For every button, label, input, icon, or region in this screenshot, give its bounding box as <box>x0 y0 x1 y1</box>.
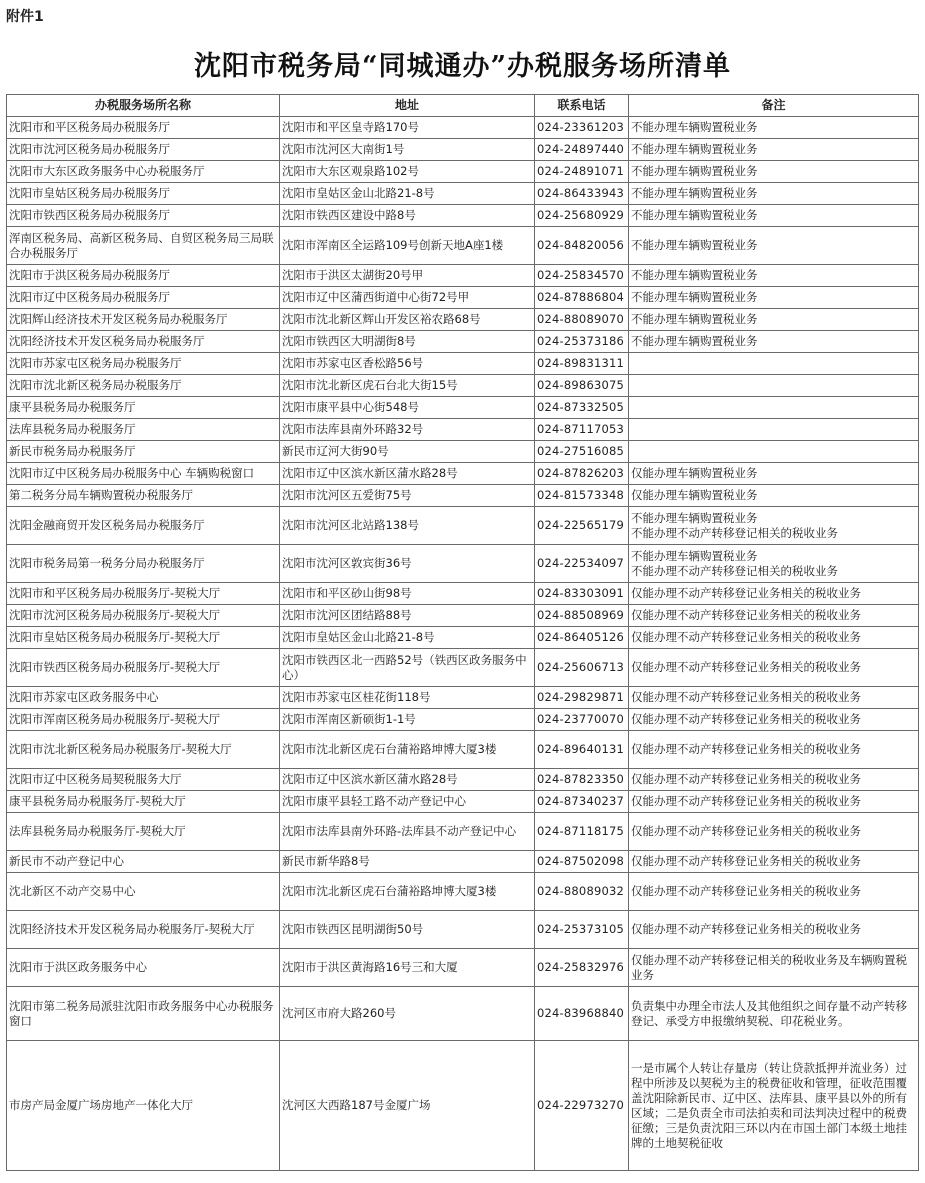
cell-phone: 024-89831311 <box>535 353 629 375</box>
cell-name: 沈阳金融商贸开发区税务局办税服务厅 <box>7 507 280 545</box>
table-row <box>7 139 919 161</box>
cell-phone: 024-23361203 <box>535 117 629 139</box>
cell-name: 沈阳市沈北新区税务局办税服务厅 <box>7 375 280 397</box>
cell-address: 沈阳市大东区观泉路102号 <box>280 161 535 183</box>
cell-note: 仅能办理不动产转移登记业务相关的税收业务 <box>629 687 919 709</box>
cell-note <box>629 419 919 441</box>
cell-name: 沈阳市浑南区税务局办税服务厅-契税大厅 <box>7 709 280 731</box>
cell-name: 沈阳市于洪区税务局办税服务厅 <box>7 265 280 287</box>
cell-address: 沈阳市于洪区黄海路16号三和大厦 <box>280 949 535 987</box>
cell-name: 沈阳市沈河区税务局办税服务厅 <box>7 139 280 161</box>
cell-note: 不能办理车辆购置税业务 <box>629 309 919 331</box>
cell-note: 仅能办理不动产转移登记业务相关的税收业务 <box>629 709 919 731</box>
cell-note <box>629 441 919 463</box>
cell-name: 沈阳经济技术开发区税务局办税服务厅 <box>7 331 280 353</box>
cell-note: 不能办理车辆购置税业务 <box>629 205 919 227</box>
cell-phone: 024-87826203 <box>535 463 629 485</box>
cell-address: 沈阳市辽中区滨水新区蒲水路28号 <box>280 769 535 791</box>
cell-address: 沈阳市沈河区北站路138号 <box>280 507 535 545</box>
cell-name: 第二税务分局车辆购置税办税服务厅 <box>7 485 280 507</box>
table-row <box>7 397 919 419</box>
column-header-name: 办税服务场所名称 <box>7 95 280 117</box>
cell-note: 不能办理车辆购置税业务 不能办理不动产转移登记相关的税收业务 <box>629 507 919 545</box>
table-row <box>7 375 919 397</box>
cell-phone: 024-87502098 <box>535 851 629 873</box>
cell-address: 沈阳市辽中区滨水新区蒲水路28号 <box>280 463 535 485</box>
table-row <box>7 987 919 1041</box>
table-row <box>7 687 919 709</box>
table-row <box>7 463 919 485</box>
column-header-phone: 联系电话 <box>535 95 629 117</box>
cell-phone: 024-27516085 <box>535 441 629 463</box>
cell-name: 沈阳市苏家屯区税务局办税服务厅 <box>7 353 280 375</box>
table-row <box>7 265 919 287</box>
table-row <box>7 485 919 507</box>
table-row <box>7 813 919 851</box>
table-row <box>7 605 919 627</box>
cell-phone: 024-86405126 <box>535 627 629 649</box>
table-row <box>7 309 919 331</box>
table-row <box>7 161 919 183</box>
cell-phone: 024-88508969 <box>535 605 629 627</box>
cell-phone: 024-89863075 <box>535 375 629 397</box>
cell-note: 不能办理车辆购置税业务 <box>629 227 919 265</box>
cell-name: 沈阳市和平区税务局办税服务厅-契税大厅 <box>7 583 280 605</box>
cell-phone: 024-84820056 <box>535 227 629 265</box>
cell-phone: 024-25680929 <box>535 205 629 227</box>
cell-address: 沈阳市铁西区北一西路52号（铁西区政务服务中心） <box>280 649 535 687</box>
column-header-note: 备注 <box>629 95 919 117</box>
attachment-label: 附件1 <box>6 9 44 25</box>
cell-name: 沈阳市皇姑区税务局办税服务厅-契税大厅 <box>7 627 280 649</box>
table-row <box>7 627 919 649</box>
table-row <box>7 583 919 605</box>
cell-note: 仅能办理不动产转移登记业务相关的税收业务 <box>629 911 919 949</box>
column-header-address: 地址 <box>280 95 535 117</box>
cell-address: 沈阳市铁西区建设中路8号 <box>280 205 535 227</box>
cell-address: 新民市辽河大街90号 <box>280 441 535 463</box>
cell-phone: 024-24897440 <box>535 139 629 161</box>
cell-note: 不能办理车辆购置税业务 <box>629 183 919 205</box>
cell-address: 沈阳市沈北新区虎石台蒲裕路坤博大厦3楼 <box>280 873 535 911</box>
cell-address: 沈河区市府大路260号 <box>280 987 535 1041</box>
cell-name: 沈北新区不动产交易中心 <box>7 873 280 911</box>
table-row <box>7 649 919 687</box>
cell-note: 仅能办理车辆购置税业务 <box>629 485 919 507</box>
table-row <box>7 731 919 769</box>
table-row <box>7 117 919 139</box>
table-row <box>7 183 919 205</box>
cell-phone: 024-87823350 <box>535 769 629 791</box>
cell-name: 沈阳市铁西区税务局办税服务厅 <box>7 205 280 227</box>
cell-phone: 024-86433943 <box>535 183 629 205</box>
cell-address: 沈阳市辽中区蒲西街道中心街72号甲 <box>280 287 535 309</box>
cell-address: 沈阳市浑南区新硕街1-1号 <box>280 709 535 731</box>
cell-address: 沈阳市沈北新区虎石台北大街15号 <box>280 375 535 397</box>
cell-note: 负责集中办理全市法人及其他组织之间存量不动产转移登记、承受方申报缴纳契税、印花税业务。 <box>629 987 919 1041</box>
cell-note: 仅能办理不动产转移登记业务相关的税收业务 <box>629 769 919 791</box>
table-row <box>7 205 919 227</box>
cell-name: 沈阳市辽中区税务局办税服务厅 <box>7 287 280 309</box>
cell-phone: 024-87117053 <box>535 419 629 441</box>
cell-note: 不能办理车辆购置税业务 <box>629 117 919 139</box>
cell-name: 新民市税务局办税服务厅 <box>7 441 280 463</box>
cell-address: 沈阳市于洪区太湖街20号甲 <box>280 265 535 287</box>
cell-name: 浑南区税务局、高新区税务局、自贸区税务局三局联合办税服务厅 <box>7 227 280 265</box>
cell-note: 仅能办理不动产转移登记业务相关的税收业务 <box>629 627 919 649</box>
cell-name: 沈阳市税务局第一税务分局办税服务厅 <box>7 545 280 583</box>
cell-address: 沈阳市皇姑区金山北路21-8号 <box>280 183 535 205</box>
table-header-row <box>7 95 919 117</box>
cell-note: 仅能办理不动产转移登记业务相关的税收业务 <box>629 873 919 911</box>
cell-note: 一是市属个人转让存量房（转让贷款抵押并流业务）过程中所涉及以契税为主的税费征收和管理，征收范围覆盖沈阳除新民市、辽中区、法库县、康平县以外的所有区域；二是负责全市司法拍卖和司法判决过程中的税费征缴；三是负责沈阳三环以内在市国土部门本级土地挂牌的土地契税征收 <box>629 1041 919 1171</box>
cell-phone: 024-24891071 <box>535 161 629 183</box>
table-row <box>7 709 919 731</box>
cell-note: 仅能办理不动产转移登记业务相关的税收业务 <box>629 649 919 687</box>
cell-address: 沈阳市沈北新区辉山开发区裕农路68号 <box>280 309 535 331</box>
cell-address: 沈阳市法库县南外环路32号 <box>280 419 535 441</box>
cell-name: 沈阳经济技术开发区税务局办税服务厅-契税大厅 <box>7 911 280 949</box>
cell-address: 沈阳市苏家屯区桂花街118号 <box>280 687 535 709</box>
cell-address: 沈阳市沈河区敦宾街36号 <box>280 545 535 583</box>
cell-address: 沈阳市铁西区昆明湖街50号 <box>280 911 535 949</box>
cell-phone: 024-89640131 <box>535 731 629 769</box>
table-row <box>7 227 919 265</box>
cell-name: 法库县税务局办税服务厅 <box>7 419 280 441</box>
cell-note: 不能办理车辆购置税业务 <box>629 287 919 309</box>
cell-name: 沈阳市于洪区政务服务中心 <box>7 949 280 987</box>
cell-name: 沈阳市皇姑区税务局办税服务厅 <box>7 183 280 205</box>
cell-phone: 024-25834570 <box>535 265 629 287</box>
cell-name: 沈阳市辽中区税务局办税服务中心 车辆购税窗口 <box>7 463 280 485</box>
cell-phone: 024-83968840 <box>535 987 629 1041</box>
cell-address: 沈阳市沈河区团结路88号 <box>280 605 535 627</box>
cell-name: 法库县税务局办税服务厅-契税大厅 <box>7 813 280 851</box>
cell-address: 沈阳市铁西区大明湖街8号 <box>280 331 535 353</box>
cell-note: 仅能办理车辆购置税业务 <box>629 463 919 485</box>
cell-address: 沈阳市浑南区全运路109号创新天地A座1楼 <box>280 227 535 265</box>
cell-note: 仅能办理不动产转移登记相关的税收业务及车辆购置税业务 <box>629 949 919 987</box>
page-title: 沈阳市税务局“同城通办”办税服务场所清单 <box>193 51 732 82</box>
cell-phone: 024-22973270 <box>535 1041 629 1171</box>
cell-address: 沈阳市康平县中心街548号 <box>280 397 535 419</box>
cell-name: 沈阳市大东区政务服务中心办税服务厅 <box>7 161 280 183</box>
cell-name: 康平县税务局办税服务厅-契税大厅 <box>7 791 280 813</box>
cell-name: 康平县税务局办税服务厅 <box>7 397 280 419</box>
cell-phone: 024-87332505 <box>535 397 629 419</box>
cell-note: 仅能办理不动产转移登记业务相关的税收业务 <box>629 813 919 851</box>
cell-address: 沈阳市沈北新区虎石台蒲裕路坤博大厦3楼 <box>280 731 535 769</box>
table-row <box>7 791 919 813</box>
cell-note: 仅能办理不动产转移登记业务相关的税收业务 <box>629 731 919 769</box>
cell-phone: 024-87340237 <box>535 791 629 813</box>
cell-phone: 024-25373105 <box>535 911 629 949</box>
cell-name: 沈阳市和平区税务局办税服务厅 <box>7 117 280 139</box>
table-row <box>7 507 919 545</box>
cell-address: 沈阳市皇姑区金山北路21-8号 <box>280 627 535 649</box>
cell-phone: 024-87886804 <box>535 287 629 309</box>
cell-note: 仅能办理不动产转移登记业务相关的税收业务 <box>629 791 919 813</box>
cell-name: 新民市不动产登记中心 <box>7 851 280 873</box>
cell-address: 沈阳市苏家屯区香松路56号 <box>280 353 535 375</box>
cell-phone: 024-25606713 <box>535 649 629 687</box>
cell-address: 沈阳市沈河区大南街1号 <box>280 139 535 161</box>
cell-name: 沈阳市沈河区税务局办税服务厅-契税大厅 <box>7 605 280 627</box>
table-row <box>7 1041 919 1171</box>
cell-address: 沈阳市和平区皇寺路170号 <box>280 117 535 139</box>
table-row <box>7 911 919 949</box>
cell-note <box>629 397 919 419</box>
cell-note: 不能办理车辆购置税业务 <box>629 265 919 287</box>
cell-name: 沈阳市第二税务局派驻沈阳市政务服务中心办税服务窗口 <box>7 987 280 1041</box>
cell-address: 沈阳市法库县南外环路-法库县不动产登记中心 <box>280 813 535 851</box>
table-row <box>7 353 919 375</box>
cell-note <box>629 375 919 397</box>
table-row <box>7 331 919 353</box>
table-row <box>7 287 919 309</box>
cell-name: 市房产局金厦广场房地产一体化大厅 <box>7 1041 280 1171</box>
table-row <box>7 419 919 441</box>
cell-note: 仅能办理不动产转移登记业务相关的税收业务 <box>629 605 919 627</box>
cell-address: 沈阳市康平县轻工路不动产登记中心 <box>280 791 535 813</box>
cell-phone: 024-88089070 <box>535 309 629 331</box>
cell-phone: 024-22534097 <box>535 545 629 583</box>
cell-note: 仅能办理不动产转移登记业务相关的税收业务 <box>629 583 919 605</box>
cell-note: 不能办理车辆购置税业务 不能办理不动产转移登记相关的税收业务 <box>629 545 919 583</box>
cell-address: 新民市新华路8号 <box>280 851 535 873</box>
cell-phone: 024-23770070 <box>535 709 629 731</box>
cell-address: 沈阳市和平区砂山街98号 <box>280 583 535 605</box>
cell-note <box>629 353 919 375</box>
table-row <box>7 949 919 987</box>
cell-address: 沈阳市沈河区五爱街75号 <box>280 485 535 507</box>
cell-phone: 024-83303091 <box>535 583 629 605</box>
cell-name: 沈阳市沈北新区税务局办税服务厅-契税大厅 <box>7 731 280 769</box>
cell-name: 沈阳市苏家屯区政务服务中心 <box>7 687 280 709</box>
cell-note: 不能办理车辆购置税业务 <box>629 331 919 353</box>
cell-phone: 024-25373186 <box>535 331 629 353</box>
cell-name: 沈阳市铁西区税务局办税服务厅-契税大厅 <box>7 649 280 687</box>
cell-phone: 024-29829871 <box>535 687 629 709</box>
cell-note: 仅能办理不动产转移登记业务相关的税收业务 <box>629 851 919 873</box>
cell-note: 不能办理车辆购置税业务 <box>629 161 919 183</box>
cell-address: 沈河区大西路187号金厦广场 <box>280 1041 535 1171</box>
cell-phone: 024-87118175 <box>535 813 629 851</box>
cell-note: 不能办理车辆购置税业务 <box>629 139 919 161</box>
cell-phone: 024-81573348 <box>535 485 629 507</box>
table-row <box>7 769 919 791</box>
cell-phone: 024-25832976 <box>535 949 629 987</box>
table-row <box>7 441 919 463</box>
cell-phone: 024-22565179 <box>535 507 629 545</box>
cell-name: 沈阳辉山经济技术开发区税务局办税服务厅 <box>7 309 280 331</box>
table-row <box>7 545 919 583</box>
service-hall-table <box>6 94 919 1171</box>
cell-phone: 024-88089032 <box>535 873 629 911</box>
table-row <box>7 851 919 873</box>
cell-name: 沈阳市辽中区税务局契税服务大厅 <box>7 769 280 791</box>
table-row <box>7 873 919 911</box>
